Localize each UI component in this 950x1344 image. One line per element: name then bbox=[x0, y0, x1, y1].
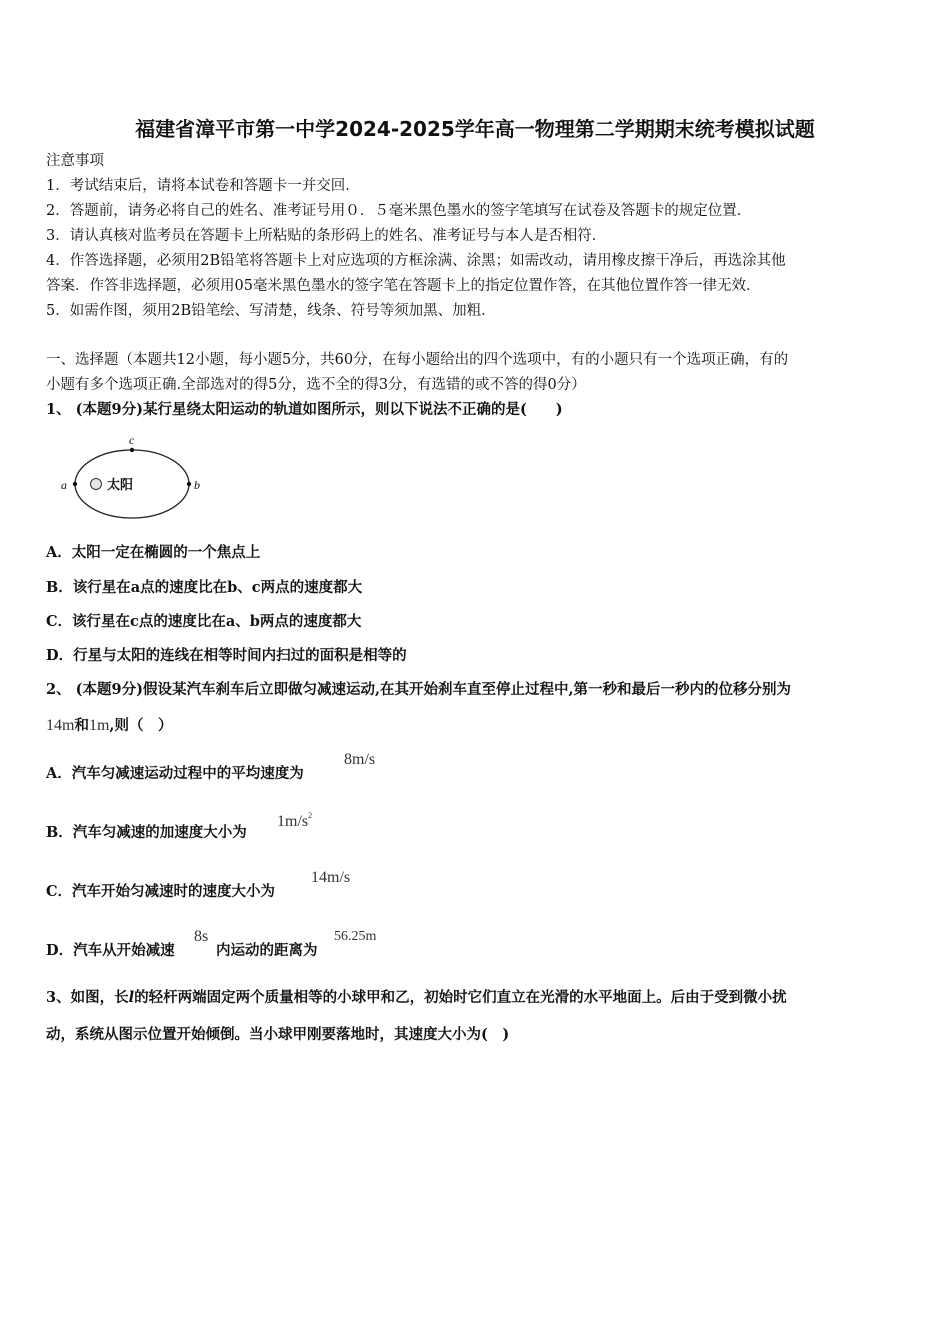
question-1-stem: 1、 (本题9分)某行星绕太阳运动的轨道如图所示，则以下说法不正确的是( ) bbox=[46, 401, 563, 418]
q3-length-symbol: l bbox=[128, 989, 135, 1006]
point-a-marker bbox=[73, 482, 77, 486]
q2-option-c-value: 14m/s bbox=[311, 869, 351, 886]
q2-option-c: C．汽车开始匀减速时的速度大小为 bbox=[46, 883, 276, 900]
section-heading: 一、选择题（本题共12小题，每小题5分，共60分，在每小题给出的四个选项中，有的小题只有一个选项正确，有的 bbox=[46, 352, 789, 368]
q2-option-d-distance: 56.25m bbox=[334, 929, 377, 944]
notes-item: 3．请认真核对监考员在答题卡上所粘贴的条形码上的姓名、准考证号与本人是否相符． bbox=[46, 228, 607, 244]
and-text: 和 bbox=[74, 717, 89, 734]
notes-item: 1．考试结束后，请将本试卷和答题卡一并交回． bbox=[46, 178, 360, 194]
q2-option-a-value: 8m/s bbox=[344, 751, 376, 768]
notes-item: 4．作答选择题，必须用2B铅笔将答题卡上对应选项的方框涂满、涂黑；如需改动，请用橡皮擦干净后，再选涂其他 bbox=[46, 253, 786, 269]
q2-option-d: D．汽车从开始减速 bbox=[46, 942, 175, 959]
point-b-marker bbox=[187, 482, 191, 486]
q1-option-c: C．该行星在c点的速度比在a、b两点的速度都大 bbox=[46, 613, 362, 630]
q1-option-a: A．太阳一定在椭圆的一个焦点上 bbox=[46, 544, 261, 561]
page-title: 福建省漳平市第一中学2024-2025学年高一物理第二学期期末统考模拟试题 bbox=[135, 117, 815, 141]
q3-stem-start: 3、如图，长 bbox=[46, 989, 129, 1006]
q3-stem-rest: 的轻杆两端固定两个质量相等的小球甲和乙，初始时它们直立在光滑的水平地面上。后由于受到微小扰 bbox=[134, 989, 787, 1006]
notes-heading: 注意事项 bbox=[46, 153, 104, 169]
notes-item: 5．如需作图，须用2B铅笔绘、写清楚，线条、符号等须加黑、加粗． bbox=[46, 303, 496, 319]
section-heading-cont: 小题有多个选项正确.全部选对的得5分，选不全的得3分，有选错的或不答的得0分） bbox=[46, 377, 586, 393]
notes-item: 答案．作答非选择题，必须用05毫米黑色墨水的签字笔在答题卡上的指定位置作答，在其他位置作答一律无效． bbox=[46, 278, 761, 294]
q2-option-d-time: 8s bbox=[194, 928, 209, 945]
orbit-diagram bbox=[56, 434, 216, 524]
sun-label: 太阳 bbox=[107, 478, 134, 493]
q2-option-b: B．汽车匀减速的加速度大小为 bbox=[46, 824, 247, 841]
question-3-stem bbox=[46, 988, 787, 1008]
point-c-label: c bbox=[129, 434, 135, 447]
orbit-figure bbox=[56, 434, 216, 528]
sun-icon bbox=[91, 479, 102, 490]
question-3-stem-cont: 动，系统从图示位置开始倾倒。当小球甲刚要落地时，其速度大小为( ) bbox=[46, 1026, 510, 1043]
stem-tail: ,则（ ） bbox=[109, 717, 173, 734]
q2-option-b-value bbox=[277, 813, 312, 831]
q2-option-a: A．汽车匀减速运动过程中的平均速度为 bbox=[46, 765, 304, 782]
point-a-label: a bbox=[61, 478, 67, 492]
displacement-first: 14m bbox=[46, 717, 75, 734]
q1-option-b: B．该行星在a点的速度比在b、c两点的速度都大 bbox=[46, 579, 363, 596]
notes-item: 2．答题前，请务必将自己的姓名、准考证号用０．５毫米黑色墨水的签字笔填写在试卷及答题卡的规定位置． bbox=[46, 203, 752, 219]
q1-option-d: D．行星与太阳的连线在相等时间内扫过的面积是相等的 bbox=[46, 647, 407, 664]
question-2-stem-cont bbox=[46, 716, 172, 736]
point-b-label: b bbox=[194, 478, 200, 492]
question-2-stem: 2、 (本题9分)假设某汽车刹车后立即做匀减速运动,在其开始刹车直至停止过程中,第一秒和最后一秒内的位移分别为 bbox=[46, 681, 792, 698]
point-c-marker bbox=[130, 448, 134, 452]
q2-option-d-mid: 内运动的距离为 bbox=[216, 942, 318, 959]
displacement-last: 1m bbox=[88, 717, 110, 734]
q2-option-b-number: 1m/s bbox=[277, 813, 309, 830]
q2-option-b-exponent: 2 bbox=[308, 811, 313, 820]
